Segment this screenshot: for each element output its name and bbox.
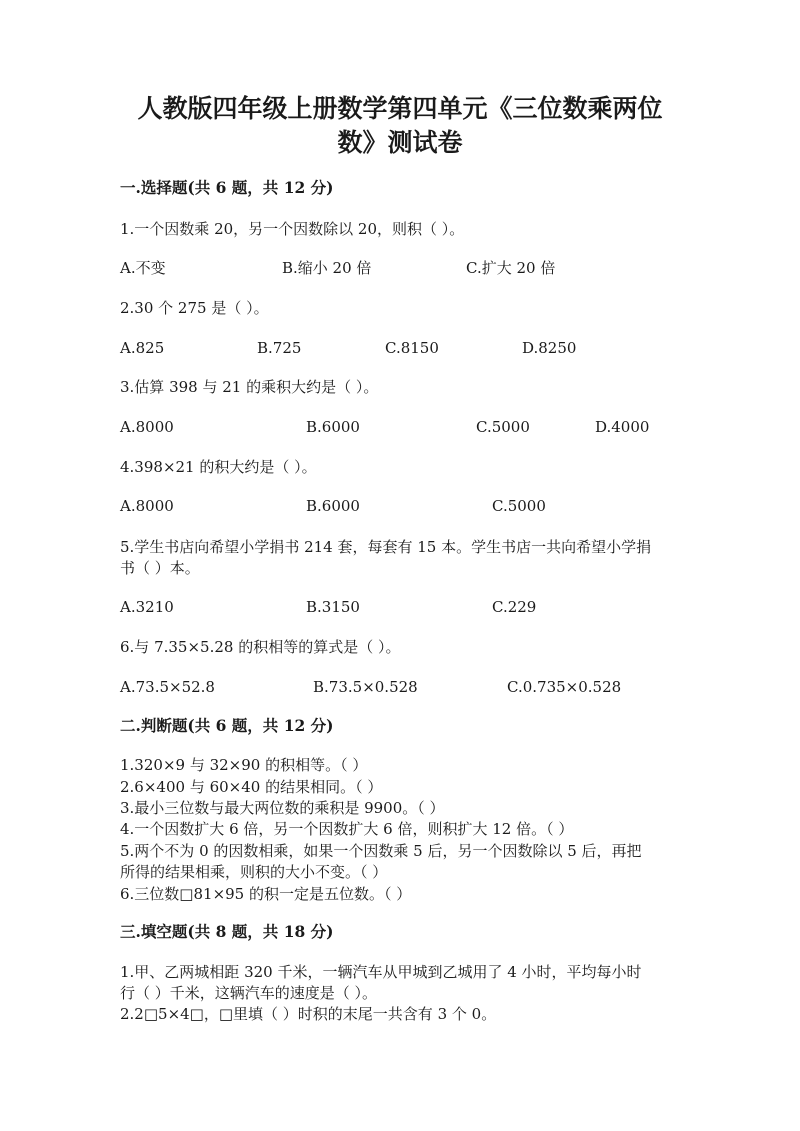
option-b: B.6000: [306, 497, 360, 515]
question-text: 5.学生书店向希望小学捐书 214 套，每套有 15 本。学生书店一共向希望小学捐: [120, 538, 652, 556]
question-text: 6.与 7.35×5.28 的积相等的算式是（ ）。: [120, 638, 401, 656]
question-text: 4.398×21 的积大约是（ ）。: [120, 458, 317, 476]
option-a: A.73.5×52.8: [120, 678, 215, 696]
section-heading-judgement: 二.判断题(共 6 题，共 12 分): [120, 716, 334, 735]
judgement-item: 5.两个不为 0 的因数相乘，如果一个因数乘 5 后，另一个因数除以 5 后，再把: [120, 842, 642, 860]
judgement-item: 6.三位数□81×95 的积一定是五位数。（ ）: [120, 885, 412, 903]
title-line-2: 数》测试卷: [337, 128, 463, 157]
judgement-item: 4.一个因数扩大 6 倍，另一个因数扩大 6 倍，则积扩大 12 倍。（ ）: [120, 820, 574, 838]
option-a: A.8000: [120, 497, 174, 515]
option-b: B.缩小 20 倍: [282, 259, 372, 277]
judgement-item: 3.最小三位数与最大两位数的乘积是 9900。（ ）: [120, 799, 445, 817]
title-line-1: 人教版四年级上册数学第四单元《三位数乘两位: [137, 94, 663, 123]
option-a: A.3210: [120, 598, 174, 616]
question-text: 1.一个因数乘 20，另一个因数除以 20，则积（ ）。: [120, 220, 465, 238]
judgement-item: 2.6×400 与 60×40 的结果相同。（ ）: [120, 778, 383, 796]
option-c: C.0.735×0.528: [507, 678, 622, 696]
option-b: B.6000: [306, 418, 360, 436]
judgement-item: 1.320×9 与 32×90 的积相等。（ ）: [120, 756, 368, 774]
option-d: D.4000: [595, 418, 650, 436]
section-heading-fill-blank: 三.填空题(共 8 题，共 18 分): [120, 922, 334, 941]
option-a: A.8000: [120, 418, 174, 436]
option-a: A.不变: [120, 259, 166, 277]
option-c: C.229: [492, 598, 537, 616]
option-a: A.825: [120, 339, 165, 357]
option-c: C.8150: [385, 339, 439, 357]
judgement-item-continued: 所得的结果相乘，则积的大小不变。（ ）: [120, 863, 388, 881]
fill-blank-item-continued: 行（ ）千米，这辆汽车的速度是（ ）。: [120, 984, 378, 1002]
option-c: C.5000: [492, 497, 546, 515]
section-heading-choice: 一.选择题(共 6 题，共 12 分): [120, 178, 334, 197]
fill-blank-item: 2.2□5×4□，□里填（ ）时积的末尾一共含有 3 个 0。: [120, 1005, 497, 1023]
option-c: C.扩大 20 倍: [466, 259, 556, 277]
option-b: B.73.5×0.528: [313, 678, 418, 696]
option-c: C.5000: [476, 418, 530, 436]
question-text: 3.估算 398 与 21 的乘积大约是（ ）。: [120, 378, 379, 396]
exam-title: [100, 92, 700, 160]
question-text: 2.30 个 275 是（ ）。: [120, 299, 269, 317]
fill-blank-item: 1.甲、乙两城相距 320 千米，一辆汽车从甲城到乙城用了 4 小时，平均每小时: [120, 963, 642, 981]
option-b: B.3150: [306, 598, 360, 616]
option-d: D.8250: [522, 339, 577, 357]
option-b: B.725: [257, 339, 302, 357]
question-text-continued: 书（ ）本。: [120, 559, 200, 577]
